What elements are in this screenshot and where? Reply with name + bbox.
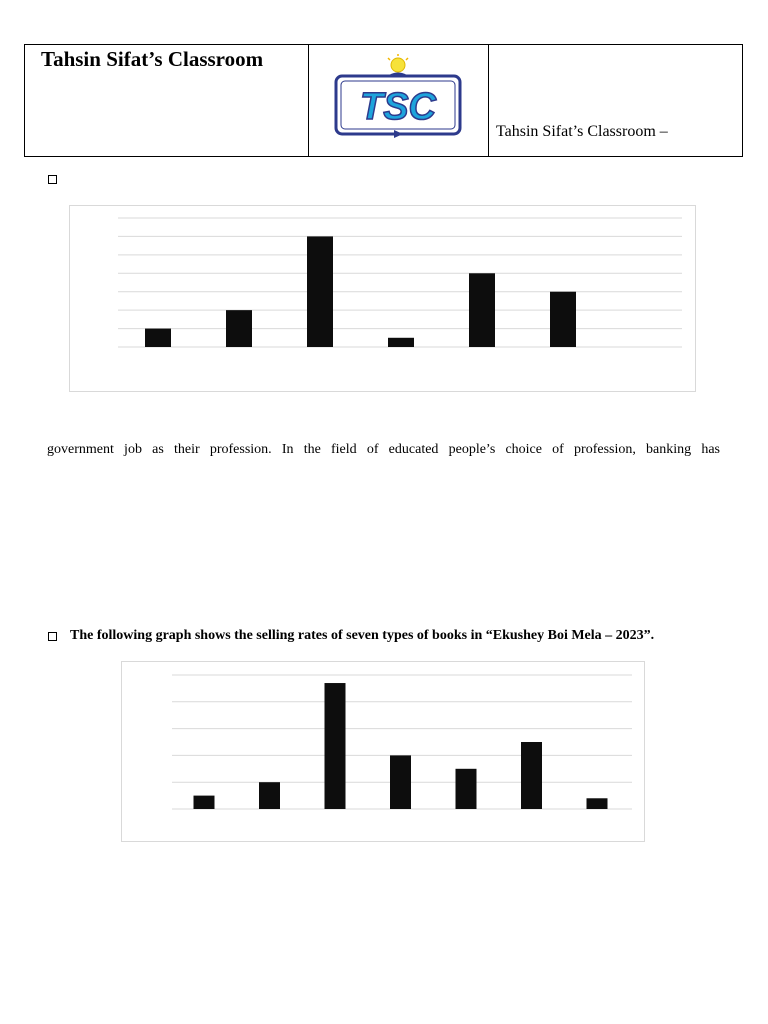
chart-1 — [70, 206, 697, 393]
chart-2-bar-4 — [390, 755, 411, 809]
chart-1-bar-3 — [307, 236, 333, 347]
lightbulb-icon — [388, 54, 408, 78]
logo-text: TSC — [360, 86, 436, 128]
header-right-cell — [489, 45, 742, 156]
tsc-logo — [333, 53, 463, 139]
chart-1-bar-5 — [469, 273, 495, 347]
chart-1-bar-1 — [145, 329, 171, 347]
chart-1-frame — [69, 205, 696, 392]
checkbox-bullet-1 — [48, 175, 57, 184]
chart-2-bar-5 — [456, 769, 477, 809]
chart-2 — [122, 662, 646, 843]
chart-1-bar-4 — [388, 338, 414, 347]
header-logo-cell — [309, 45, 489, 156]
chart-1-bar-2 — [226, 310, 252, 347]
header-right-text: Tahsin Sifat’s Classroom – — [496, 123, 668, 140]
chart-2-bar-6 — [521, 742, 542, 809]
section-2-heading: The following graph shows the selling rates of seven types of books in “Ekushey Boi Mela – 2023”. — [70, 628, 655, 643]
chart-2-frame — [121, 661, 645, 842]
header-title-cell — [25, 45, 309, 156]
header-table — [24, 44, 743, 157]
chart-2-bar-2 — [259, 782, 280, 809]
chart-2-bar-7 — [587, 798, 608, 809]
header-title: Tahsin Sifat’s Classroom — [41, 47, 264, 71]
chart-2-bar-3 — [325, 683, 346, 809]
chart-2-bar-1 — [194, 796, 215, 809]
paragraph-line: government job as their profession. In the field of educated people’s choice of profession, banking has — [47, 442, 720, 457]
chart-1-bar-6 — [550, 292, 576, 347]
checkbox-bullet-2 — [48, 632, 57, 641]
